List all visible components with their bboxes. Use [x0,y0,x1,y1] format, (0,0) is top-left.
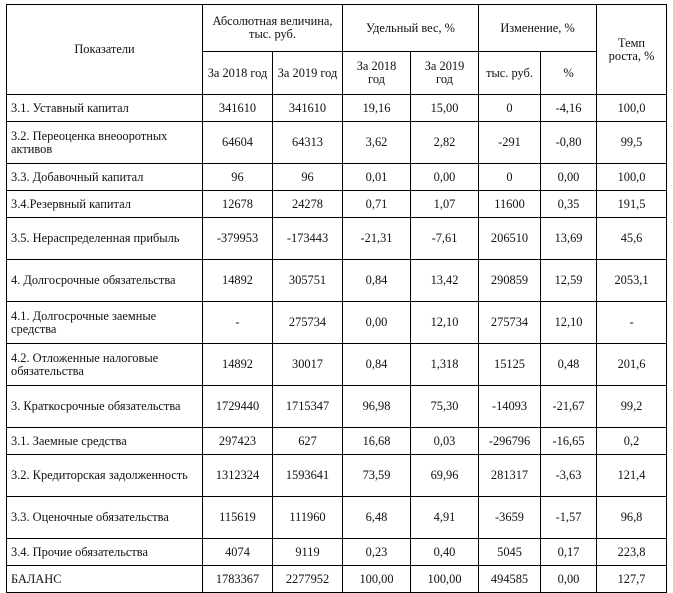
cell-abs-2018: 12678 [203,191,273,218]
cell-change-abs: 206510 [479,218,541,260]
cell-growth: 2053,1 [597,260,667,302]
header-share-2019: За 2019 год [411,52,479,95]
cell-change-pct: -1,57 [541,497,597,539]
cell-abs-2019: 30017 [273,344,343,386]
row-label: 4.1. Долгосрочные заемные средства [7,302,203,344]
cell-growth: 45,6 [597,218,667,260]
table-row [7,539,667,566]
row-label: 4.2. Отложенные налоговые обязательства [7,344,203,386]
table-row [7,566,667,593]
cell-share-2018: 0,01 [343,164,411,191]
table-row [7,428,667,455]
cell-abs-2018: 115619 [203,497,273,539]
header-absolute: Абсолютная величина, тыс. руб. [203,5,343,52]
cell-share-2019: 0,00 [411,164,479,191]
cell-abs-2019: 24278 [273,191,343,218]
cell-share-2019: 75,30 [411,386,479,428]
cell-change-abs: 11600 [479,191,541,218]
header-change-pct: % [541,52,597,95]
cell-share-2018: 0,84 [343,260,411,302]
cell-share-2019: 15,00 [411,95,479,122]
cell-change-pct: -3,63 [541,455,597,497]
cell-share-2019: 1,318 [411,344,479,386]
row-label: 3.2. Переоценка внеооротных активов [7,122,203,164]
cell-change-abs: 15125 [479,344,541,386]
cell-abs-2018: 1729440 [203,386,273,428]
cell-share-2019: 0,40 [411,539,479,566]
cell-change-abs: 5045 [479,539,541,566]
header-abs-2019: За 2019 год [273,52,343,95]
row-label: 3.5. Нераспределенная прибыль [7,218,203,260]
header-share: Удельный вес, % [343,5,479,52]
row-label: БАЛАНС [7,566,203,593]
row-label: 3.4. Прочие обязательства [7,539,203,566]
cell-share-2018: 0,23 [343,539,411,566]
cell-growth: 0,2 [597,428,667,455]
balance-table [6,4,667,593]
cell-share-2018: 16,68 [343,428,411,455]
row-label: 3.1. Уставный капитал [7,95,203,122]
cell-change-pct: -0,80 [541,122,597,164]
cell-abs-2019: 96 [273,164,343,191]
cell-abs-2019: 9119 [273,539,343,566]
table-row [7,122,667,164]
cell-share-2018: 0,00 [343,302,411,344]
cell-abs-2019: 1715347 [273,386,343,428]
table-row [7,95,667,122]
cell-share-2018: 96,98 [343,386,411,428]
cell-growth: - [597,302,667,344]
table-row [7,497,667,539]
table-row [7,260,667,302]
cell-growth: 121,4 [597,455,667,497]
cell-growth: 99,2 [597,386,667,428]
cell-growth: 127,7 [597,566,667,593]
cell-change-abs: -296796 [479,428,541,455]
cell-abs-2019: 341610 [273,95,343,122]
cell-share-2019: 1,07 [411,191,479,218]
row-label: 3.3. Оценочные обязательства [7,497,203,539]
cell-share-2018: -21,31 [343,218,411,260]
cell-growth: 191,5 [597,191,667,218]
cell-abs-2019: 305751 [273,260,343,302]
cell-change-pct: 0,00 [541,164,597,191]
cell-abs-2019: 1593641 [273,455,343,497]
cell-share-2019: 4,91 [411,497,479,539]
cell-abs-2018: 64604 [203,122,273,164]
cell-share-2018: 3,62 [343,122,411,164]
cell-share-2018: 0,84 [343,344,411,386]
cell-abs-2018: - [203,302,273,344]
cell-share-2019: 0,03 [411,428,479,455]
table-row [7,164,667,191]
cell-change-pct: -4,16 [541,95,597,122]
cell-share-2018: 19,16 [343,95,411,122]
header-growth: Темп роста, % [597,5,667,95]
cell-change-pct: -21,67 [541,386,597,428]
row-label: 3.2. Кредиторская задолженность [7,455,203,497]
cell-change-abs: 281317 [479,455,541,497]
cell-growth: 223,8 [597,539,667,566]
cell-change-abs: 494585 [479,566,541,593]
cell-change-abs: 0 [479,164,541,191]
row-label: 3.4.Резервный капитал [7,191,203,218]
cell-abs-2019: 275734 [273,302,343,344]
cell-growth: 99,5 [597,122,667,164]
cell-change-pct: 12,59 [541,260,597,302]
cell-abs-2018: 1312324 [203,455,273,497]
cell-share-2019: 12,10 [411,302,479,344]
header-share-2018: За 2018 год [343,52,411,95]
cell-change-pct: 0,35 [541,191,597,218]
header-change-abs: тыс. руб. [479,52,541,95]
cell-abs-2018: 297423 [203,428,273,455]
cell-abs-2018: -379953 [203,218,273,260]
balance-table-container [6,4,666,593]
cell-growth: 201,6 [597,344,667,386]
cell-share-2018: 73,59 [343,455,411,497]
cell-abs-2019: 111960 [273,497,343,539]
cell-change-abs: 0 [479,95,541,122]
cell-change-abs: -3659 [479,497,541,539]
cell-share-2019: 100,00 [411,566,479,593]
cell-abs-2018: 1783367 [203,566,273,593]
header-indicators: Показатели [7,5,203,95]
cell-change-pct: 13,69 [541,218,597,260]
cell-abs-2019: 64313 [273,122,343,164]
cell-share-2018: 0,71 [343,191,411,218]
header-change: Изменение, % [479,5,597,52]
cell-abs-2018: 341610 [203,95,273,122]
cell-change-pct: 0,17 [541,539,597,566]
row-label: 3.1. Заемные средства [7,428,203,455]
cell-abs-2019: -173443 [273,218,343,260]
cell-share-2019: 69,96 [411,455,479,497]
cell-share-2018: 6,48 [343,497,411,539]
cell-abs-2019: 2277952 [273,566,343,593]
cell-change-pct: 0,00 [541,566,597,593]
table-row [7,191,667,218]
cell-share-2018: 100,00 [343,566,411,593]
cell-change-pct: 0,48 [541,344,597,386]
row-label: 3. Краткосрочные обязательства [7,386,203,428]
table-row [7,302,667,344]
cell-abs-2018: 96 [203,164,273,191]
cell-abs-2019: 627 [273,428,343,455]
table-row [7,386,667,428]
header-abs-2018: За 2018 год [203,52,273,95]
cell-abs-2018: 14892 [203,344,273,386]
cell-abs-2018: 14892 [203,260,273,302]
cell-share-2019: 2,82 [411,122,479,164]
cell-abs-2018: 4074 [203,539,273,566]
table-row [7,344,667,386]
cell-change-abs: -291 [479,122,541,164]
cell-change-pct: -16,65 [541,428,597,455]
cell-change-abs: 275734 [479,302,541,344]
cell-change-abs: 290859 [479,260,541,302]
row-label: 3.3. Добавочный капитал [7,164,203,191]
row-label: 4. Долгосрочные обязательства [7,260,203,302]
table-row [7,218,667,260]
cell-share-2019: 13,42 [411,260,479,302]
cell-growth: 100,0 [597,164,667,191]
cell-change-pct: 12,10 [541,302,597,344]
cell-growth: 100,0 [597,95,667,122]
cell-change-abs: -14093 [479,386,541,428]
cell-share-2019: -7,61 [411,218,479,260]
cell-growth: 96,8 [597,497,667,539]
table-row [7,455,667,497]
